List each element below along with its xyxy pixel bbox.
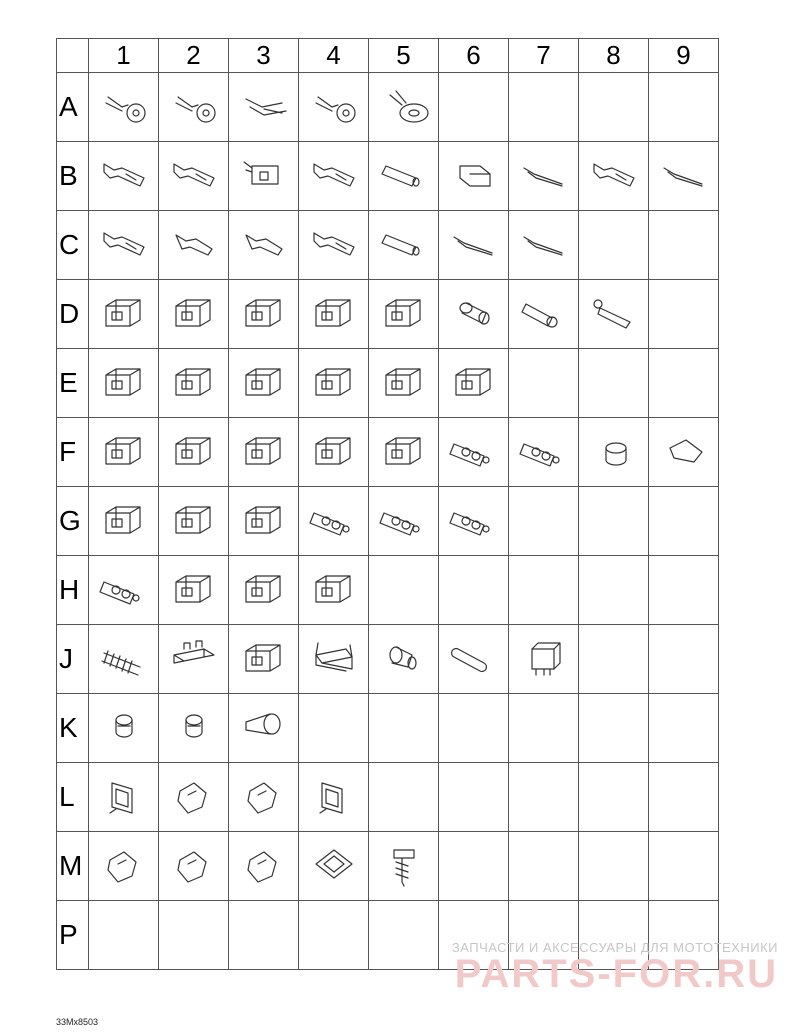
connector-block-icon (306, 635, 362, 683)
grid-cell-A7 (509, 73, 579, 142)
grid-cell-A4 (299, 73, 369, 142)
female-terminal-icon (166, 152, 222, 200)
grid-cell-A9 (649, 73, 719, 142)
bullet-terminal-icon (376, 152, 432, 200)
grommet-icon (96, 704, 152, 752)
grid-cell-F8 (579, 418, 649, 487)
grid-cell-H3 (229, 556, 299, 625)
column-header-7: 7 (509, 39, 579, 73)
round-connector-icon (446, 290, 502, 338)
watermark-caption: ЗАПЧАСТИ И АКСЕССУАРЫ ДЛЯ МОТОТЕХНИКИ (451, 940, 778, 955)
row-header-D: D (57, 280, 89, 349)
blade-terminal-icon (166, 221, 222, 269)
row-header-L: L (57, 763, 89, 832)
relay-icon (516, 635, 572, 683)
sealed-connector-icon (446, 497, 502, 545)
grid-cell-H5 (369, 556, 439, 625)
grid-cell-G7 (509, 487, 579, 556)
grid-cell-G2 (159, 487, 229, 556)
grid-cell-B4 (299, 142, 369, 211)
grid-cell-G6 (439, 487, 509, 556)
grid-cell-C8 (579, 211, 649, 280)
grid-cell-D4 (299, 280, 369, 349)
connector-housing-icon (166, 428, 222, 476)
grid-cell-J5 (369, 625, 439, 694)
row-header-G: G (57, 487, 89, 556)
grid-cell-B6 (439, 142, 509, 211)
grid-cell-L8 (579, 763, 649, 832)
corner-cell (57, 39, 89, 73)
grid-cell-J9 (649, 625, 719, 694)
female-terminal-icon (96, 152, 152, 200)
grid-cell-P5 (369, 901, 439, 970)
grid-cell-E1 (89, 349, 159, 418)
sleeve-icon (446, 635, 502, 683)
flag-terminal-icon (446, 152, 502, 200)
connector-housing-icon (96, 428, 152, 476)
grid-cell-E5 (369, 349, 439, 418)
row-header-E: E (57, 349, 89, 418)
ring-terminal-icon (166, 83, 222, 131)
bracket-icon (96, 773, 152, 821)
grid-cell-P2 (159, 901, 229, 970)
grid-cell-H1 (89, 556, 159, 625)
grid-cell-A2 (159, 73, 229, 142)
row-header-M: M (57, 832, 89, 901)
grid-cell-G9 (649, 487, 719, 556)
grid-cell-D1 (89, 280, 159, 349)
pin-terminal-icon (516, 152, 572, 200)
grid-cell-G5 (369, 487, 439, 556)
grid-cell-K7 (509, 694, 579, 763)
connector-housing-icon (376, 359, 432, 407)
grid-cell-D2 (159, 280, 229, 349)
grid-cell-G8 (579, 487, 649, 556)
pin-terminal-icon (446, 221, 502, 269)
connector-housing-icon (166, 290, 222, 338)
grid-cell-L7 (509, 763, 579, 832)
pin-terminal-icon (656, 152, 712, 200)
grid-cell-K3 (229, 694, 299, 763)
fuse-icon (166, 635, 222, 683)
grid-cell-H9 (649, 556, 719, 625)
grid-cell-K9 (649, 694, 719, 763)
grid-cell-K4 (299, 694, 369, 763)
grid-cell-J2 (159, 625, 229, 694)
grid-cell-F4 (299, 418, 369, 487)
column-header-5: 5 (369, 39, 439, 73)
sealed-connector-icon (446, 428, 502, 476)
grid-cell-D8 (579, 280, 649, 349)
clip-icon (166, 842, 222, 890)
grid-cell-L6 (439, 763, 509, 832)
grid-cell-E9 (649, 349, 719, 418)
grid-cell-G4 (299, 487, 369, 556)
grid-cell-B5 (369, 142, 439, 211)
grid-cell-F1 (89, 418, 159, 487)
grid-row-B (57, 142, 719, 211)
grid-cell-K6 (439, 694, 509, 763)
grid-cell-M5 (369, 832, 439, 901)
sealed-connector-icon (516, 428, 572, 476)
connector-housing-icon (376, 428, 432, 476)
grid-cell-H7 (509, 556, 579, 625)
grid-cell-B2 (159, 142, 229, 211)
grid-cell-G1 (89, 487, 159, 556)
grid-cell-J4 (299, 625, 369, 694)
grid-cell-D9 (649, 280, 719, 349)
clip-icon (236, 842, 292, 890)
connector-housing-icon (306, 566, 362, 614)
grid-cell-H8 (579, 556, 649, 625)
grid-cell-B3 (229, 142, 299, 211)
grid-row-K (57, 694, 719, 763)
grid-cell-M7 (509, 832, 579, 901)
grid-cell-L9 (649, 763, 719, 832)
grid-cell-P3 (229, 901, 299, 970)
grid-row-M (57, 832, 719, 901)
row-header-J: J (57, 625, 89, 694)
grid-cell-J7 (509, 625, 579, 694)
grid-cell-L1 (89, 763, 159, 832)
grid-cell-D5 (369, 280, 439, 349)
grid-cell-M3 (229, 832, 299, 901)
column-header-row (57, 39, 719, 73)
grid-cell-A1 (89, 73, 159, 142)
grid-cell-K5 (369, 694, 439, 763)
grid-row-C (57, 211, 719, 280)
sealed-terminal-icon (586, 290, 642, 338)
row-header-F: F (57, 418, 89, 487)
pin-terminal-icon (516, 221, 572, 269)
grid-cell-C6 (439, 211, 509, 280)
grid-cell-M6 (439, 832, 509, 901)
grid-cell-K1 (89, 694, 159, 763)
column-header-9: 9 (649, 39, 719, 73)
clip-icon (96, 842, 152, 890)
grid-row-J (57, 625, 719, 694)
row-header-C: C (57, 211, 89, 280)
grid-cell-C4 (299, 211, 369, 280)
grid-cell-M1 (89, 832, 159, 901)
grid-row-D (57, 280, 719, 349)
column-header-3: 3 (229, 39, 299, 73)
sealed-connector-icon (376, 497, 432, 545)
grid-cell-E7 (509, 349, 579, 418)
row-header-K: K (57, 694, 89, 763)
grid-cell-K8 (579, 694, 649, 763)
grid-cell-C5 (369, 211, 439, 280)
grid-row-F (57, 418, 719, 487)
connector-housing-icon (236, 359, 292, 407)
connector-housing-icon (306, 290, 362, 338)
connector-housing-icon (306, 359, 362, 407)
connector-housing-icon (166, 359, 222, 407)
cable-tie-mount-icon (306, 842, 362, 890)
connector-housing-icon (166, 497, 222, 545)
connector-housing-icon (236, 497, 292, 545)
watermark-logo: PARTS-FOR.RU (454, 952, 778, 996)
connector-housing-icon (96, 290, 152, 338)
grid-cell-C3 (229, 211, 299, 280)
female-terminal-icon (96, 221, 152, 269)
rubber-boot-icon (586, 428, 642, 476)
grid-cell-J6 (439, 625, 509, 694)
grid-cell-E2 (159, 349, 229, 418)
corrugated-tube-icon (96, 635, 152, 683)
grid-cell-J8 (579, 625, 649, 694)
female-housing-icon (236, 152, 292, 200)
connector-housing-icon (236, 635, 292, 683)
grid-cell-M9 (649, 832, 719, 901)
grid-cell-G3 (229, 487, 299, 556)
grid-cell-B1 (89, 142, 159, 211)
grid-cell-P1 (89, 901, 159, 970)
grid-row-H (57, 556, 719, 625)
grid-cell-C2 (159, 211, 229, 280)
grid-cell-F3 (229, 418, 299, 487)
bullet-connector-icon (376, 635, 432, 683)
grid-cell-F2 (159, 418, 229, 487)
female-terminal-icon (586, 152, 642, 200)
row-header-H: H (57, 556, 89, 625)
grid-cell-F7 (509, 418, 579, 487)
connector-housing-icon (96, 497, 152, 545)
grid-cell-H2 (159, 556, 229, 625)
bracket-icon (306, 773, 362, 821)
grid-cell-A8 (579, 73, 649, 142)
grid-cell-L2 (159, 763, 229, 832)
blade-terminal-icon (236, 221, 292, 269)
grid-cell-H6 (439, 556, 509, 625)
column-header-4: 4 (299, 39, 369, 73)
column-header-8: 8 (579, 39, 649, 73)
connector-housing-icon (446, 359, 502, 407)
grid-cell-E4 (299, 349, 369, 418)
document-code: 33Mx8503 (56, 1017, 99, 1027)
female-terminal-icon (306, 152, 362, 200)
grommet-icon (166, 704, 222, 752)
grid-cell-E3 (229, 349, 299, 418)
grid-cell-P4 (299, 901, 369, 970)
ring-terminal-icon (306, 83, 362, 131)
grid-cell-A5 (369, 73, 439, 142)
female-terminal-icon (306, 221, 362, 269)
ring-terminal-icon (96, 83, 152, 131)
grid-cell-B7 (509, 142, 579, 211)
sealed-connector-icon (306, 497, 362, 545)
grid-cell-M8 (579, 832, 649, 901)
grid-cell-D7 (509, 280, 579, 349)
grid-cell-K2 (159, 694, 229, 763)
connector-housing-icon (306, 428, 362, 476)
spade-terminal-icon (236, 83, 292, 131)
grid-cell-F5 (369, 418, 439, 487)
row-header-P: P (57, 901, 89, 970)
grid-cell-D6 (439, 280, 509, 349)
grid-cell-J1 (89, 625, 159, 694)
grid-cell-L4 (299, 763, 369, 832)
grid-cell-L3 (229, 763, 299, 832)
grid-cell-M2 (159, 832, 229, 901)
grid-row-A (57, 73, 719, 142)
grid-cell-F9 (649, 418, 719, 487)
round-terminal-icon (516, 290, 572, 338)
tapping-screw-icon (376, 842, 432, 890)
grid-cell-L5 (369, 763, 439, 832)
parts-grid (56, 38, 719, 970)
grid-cell-A3 (229, 73, 299, 142)
insulated-ring-terminal-icon (376, 83, 432, 131)
grid-row-L (57, 763, 719, 832)
grid-cell-J3 (229, 625, 299, 694)
row-header-A: A (57, 73, 89, 142)
grid-cell-F6 (439, 418, 509, 487)
grid-cell-D3 (229, 280, 299, 349)
grid-cell-C1 (89, 211, 159, 280)
bullet-terminal-icon (376, 221, 432, 269)
connector-housing-icon (96, 359, 152, 407)
grid-cell-C9 (649, 211, 719, 280)
column-header-2: 2 (159, 39, 229, 73)
grid-cell-H4 (299, 556, 369, 625)
grid-row-E (57, 349, 719, 418)
sealed-connector-icon (96, 566, 152, 614)
grid-row-G (57, 487, 719, 556)
connector-housing-icon (236, 428, 292, 476)
grid-cell-E6 (439, 349, 509, 418)
grid-cell-B8 (579, 142, 649, 211)
row-header-B: B (57, 142, 89, 211)
connector-housing-icon (376, 290, 432, 338)
clip-icon (166, 773, 222, 821)
plug-icon (236, 704, 292, 752)
column-header-6: 6 (439, 39, 509, 73)
rubber-cap-icon (656, 428, 712, 476)
connector-housing-icon (236, 290, 292, 338)
connector-housing-icon (166, 566, 222, 614)
clip-icon (236, 773, 292, 821)
grid-cell-B9 (649, 142, 719, 211)
grid-cell-C7 (509, 211, 579, 280)
connector-housing-icon (236, 566, 292, 614)
column-header-1: 1 (89, 39, 159, 73)
grid-cell-A6 (439, 73, 509, 142)
grid-cell-E8 (579, 349, 649, 418)
grid-cell-M4 (299, 832, 369, 901)
